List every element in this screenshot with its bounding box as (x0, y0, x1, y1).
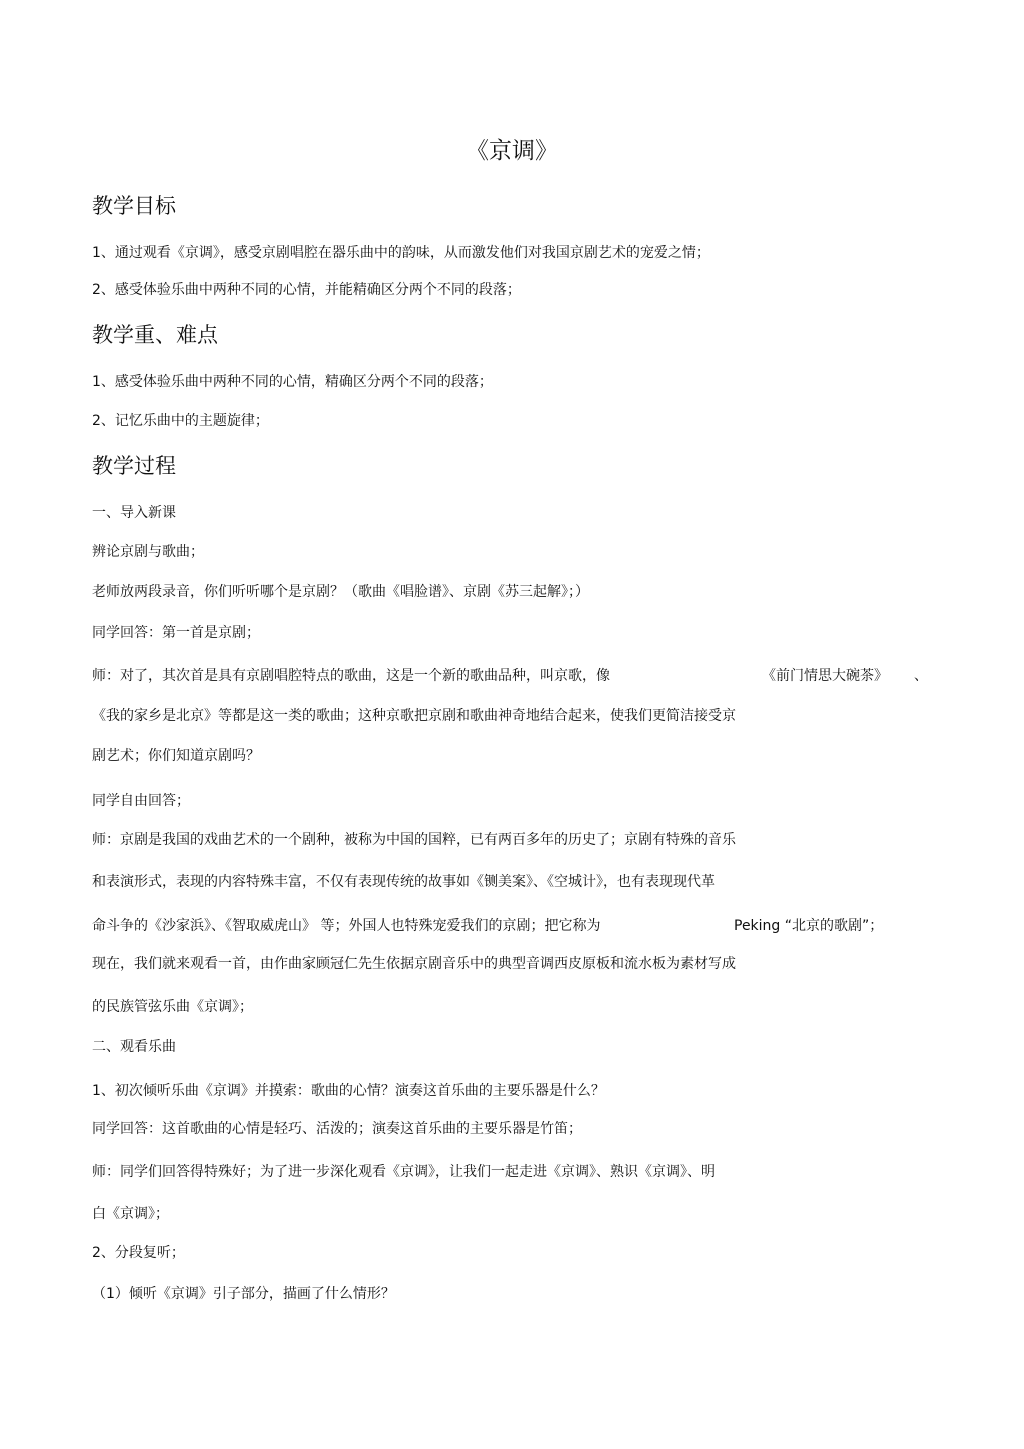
process-line: 命斗争的《沙家浜》、《智取威虎山》 等；外国人也特殊宠爱我们的京剧；把它称为 (92, 918, 601, 934)
keypoint-item-2: 2、记忆乐曲中的主题旋律； (92, 413, 269, 429)
process-line: 二、观看乐曲 (92, 1039, 176, 1055)
objective-item-2: 2、感受体验乐曲中两种不同的心情，并能精确区分两个不同的段落； (92, 282, 521, 298)
process-line-segment: 《前门情思大碗茶》 (762, 668, 888, 684)
process-line: 的民族管弦乐曲《京调》； (92, 999, 253, 1015)
process-line: 1、初次倾听乐曲《京调》并摸索：歌曲的心情？演奏这首乐曲的主要乐器是什么？ (92, 1083, 605, 1099)
process-line: 现在，我们就来观看一首，由作曲家顾冠仁先生依据京剧音乐中的典型音调西皮原板和流水板为素材写成 (92, 956, 736, 972)
objective-item-1: 1、通过观看《京调》，感受京剧唱腔在器乐曲中的韵味，从而激发他们对我国京剧艺术的宠爱之情； (92, 245, 710, 261)
process-line: 师：同学们回答得特殊好；为了进一步深化观看《京调》，让我们一起走进《京调》、熟识《京调》、明 (92, 1164, 715, 1180)
process-line: 同学自由回答； (92, 793, 190, 809)
process-line: 师：京剧是我国的戏曲艺术的一个剧种，被称为中国的国粹，已有两百多年的历史了；京剧有特殊的音乐 (92, 832, 736, 848)
process-line: 剧艺术；你们知道京剧吗？ (92, 748, 260, 764)
heading-objectives: 教学目标 (92, 194, 176, 218)
process-line: 老师放两段录音，你们听听哪个是京剧？（歌曲《唱脸谱》、京剧《苏三起解》；） (92, 584, 589, 600)
process-line: （1）倾听《京调》引子部分，描画了什么情形？ (92, 1286, 395, 1302)
heading-process: 教学过程 (92, 454, 176, 478)
process-line: 辨论京剧与歌曲； (92, 544, 204, 560)
process-line: 一、导入新课 (92, 505, 176, 521)
process-line: 《我的家乡是北京》等都是这一类的歌曲；这种京歌把京剧和歌曲神奇地结合起来，使我们更简洁接受京 (92, 708, 736, 724)
process-line: 同学回答：第一首是京剧； (92, 625, 260, 641)
process-line: 2、分段复听； (92, 1245, 185, 1261)
process-line-segment: 、 (914, 668, 928, 684)
process-line: 白《京调》； (92, 1206, 169, 1222)
keypoint-item-1: 1、感受体验乐曲中两种不同的心情，精确区分两个不同的段落； (92, 374, 493, 390)
process-line: 同学回答：这首歌曲的心情是轻巧、活泼的；演奏这首乐曲的主要乐器是竹笛； (92, 1121, 582, 1137)
process-line: 和表演形式，表现的内容特殊丰富，不仅有表现传统的故事如《铡美案》、《空城计》，也有表现现代革 (92, 874, 715, 890)
document-title: 《京调》 (466, 138, 558, 164)
heading-keypoints: 教学重、难点 (92, 323, 218, 347)
process-line-segment: Peking “北京的歌剧”； (734, 918, 884, 934)
process-line: 师：对了，其次首是具有京剧唱腔特点的歌曲，这是一个新的歌曲品种，叫京歌，像 (92, 668, 610, 684)
